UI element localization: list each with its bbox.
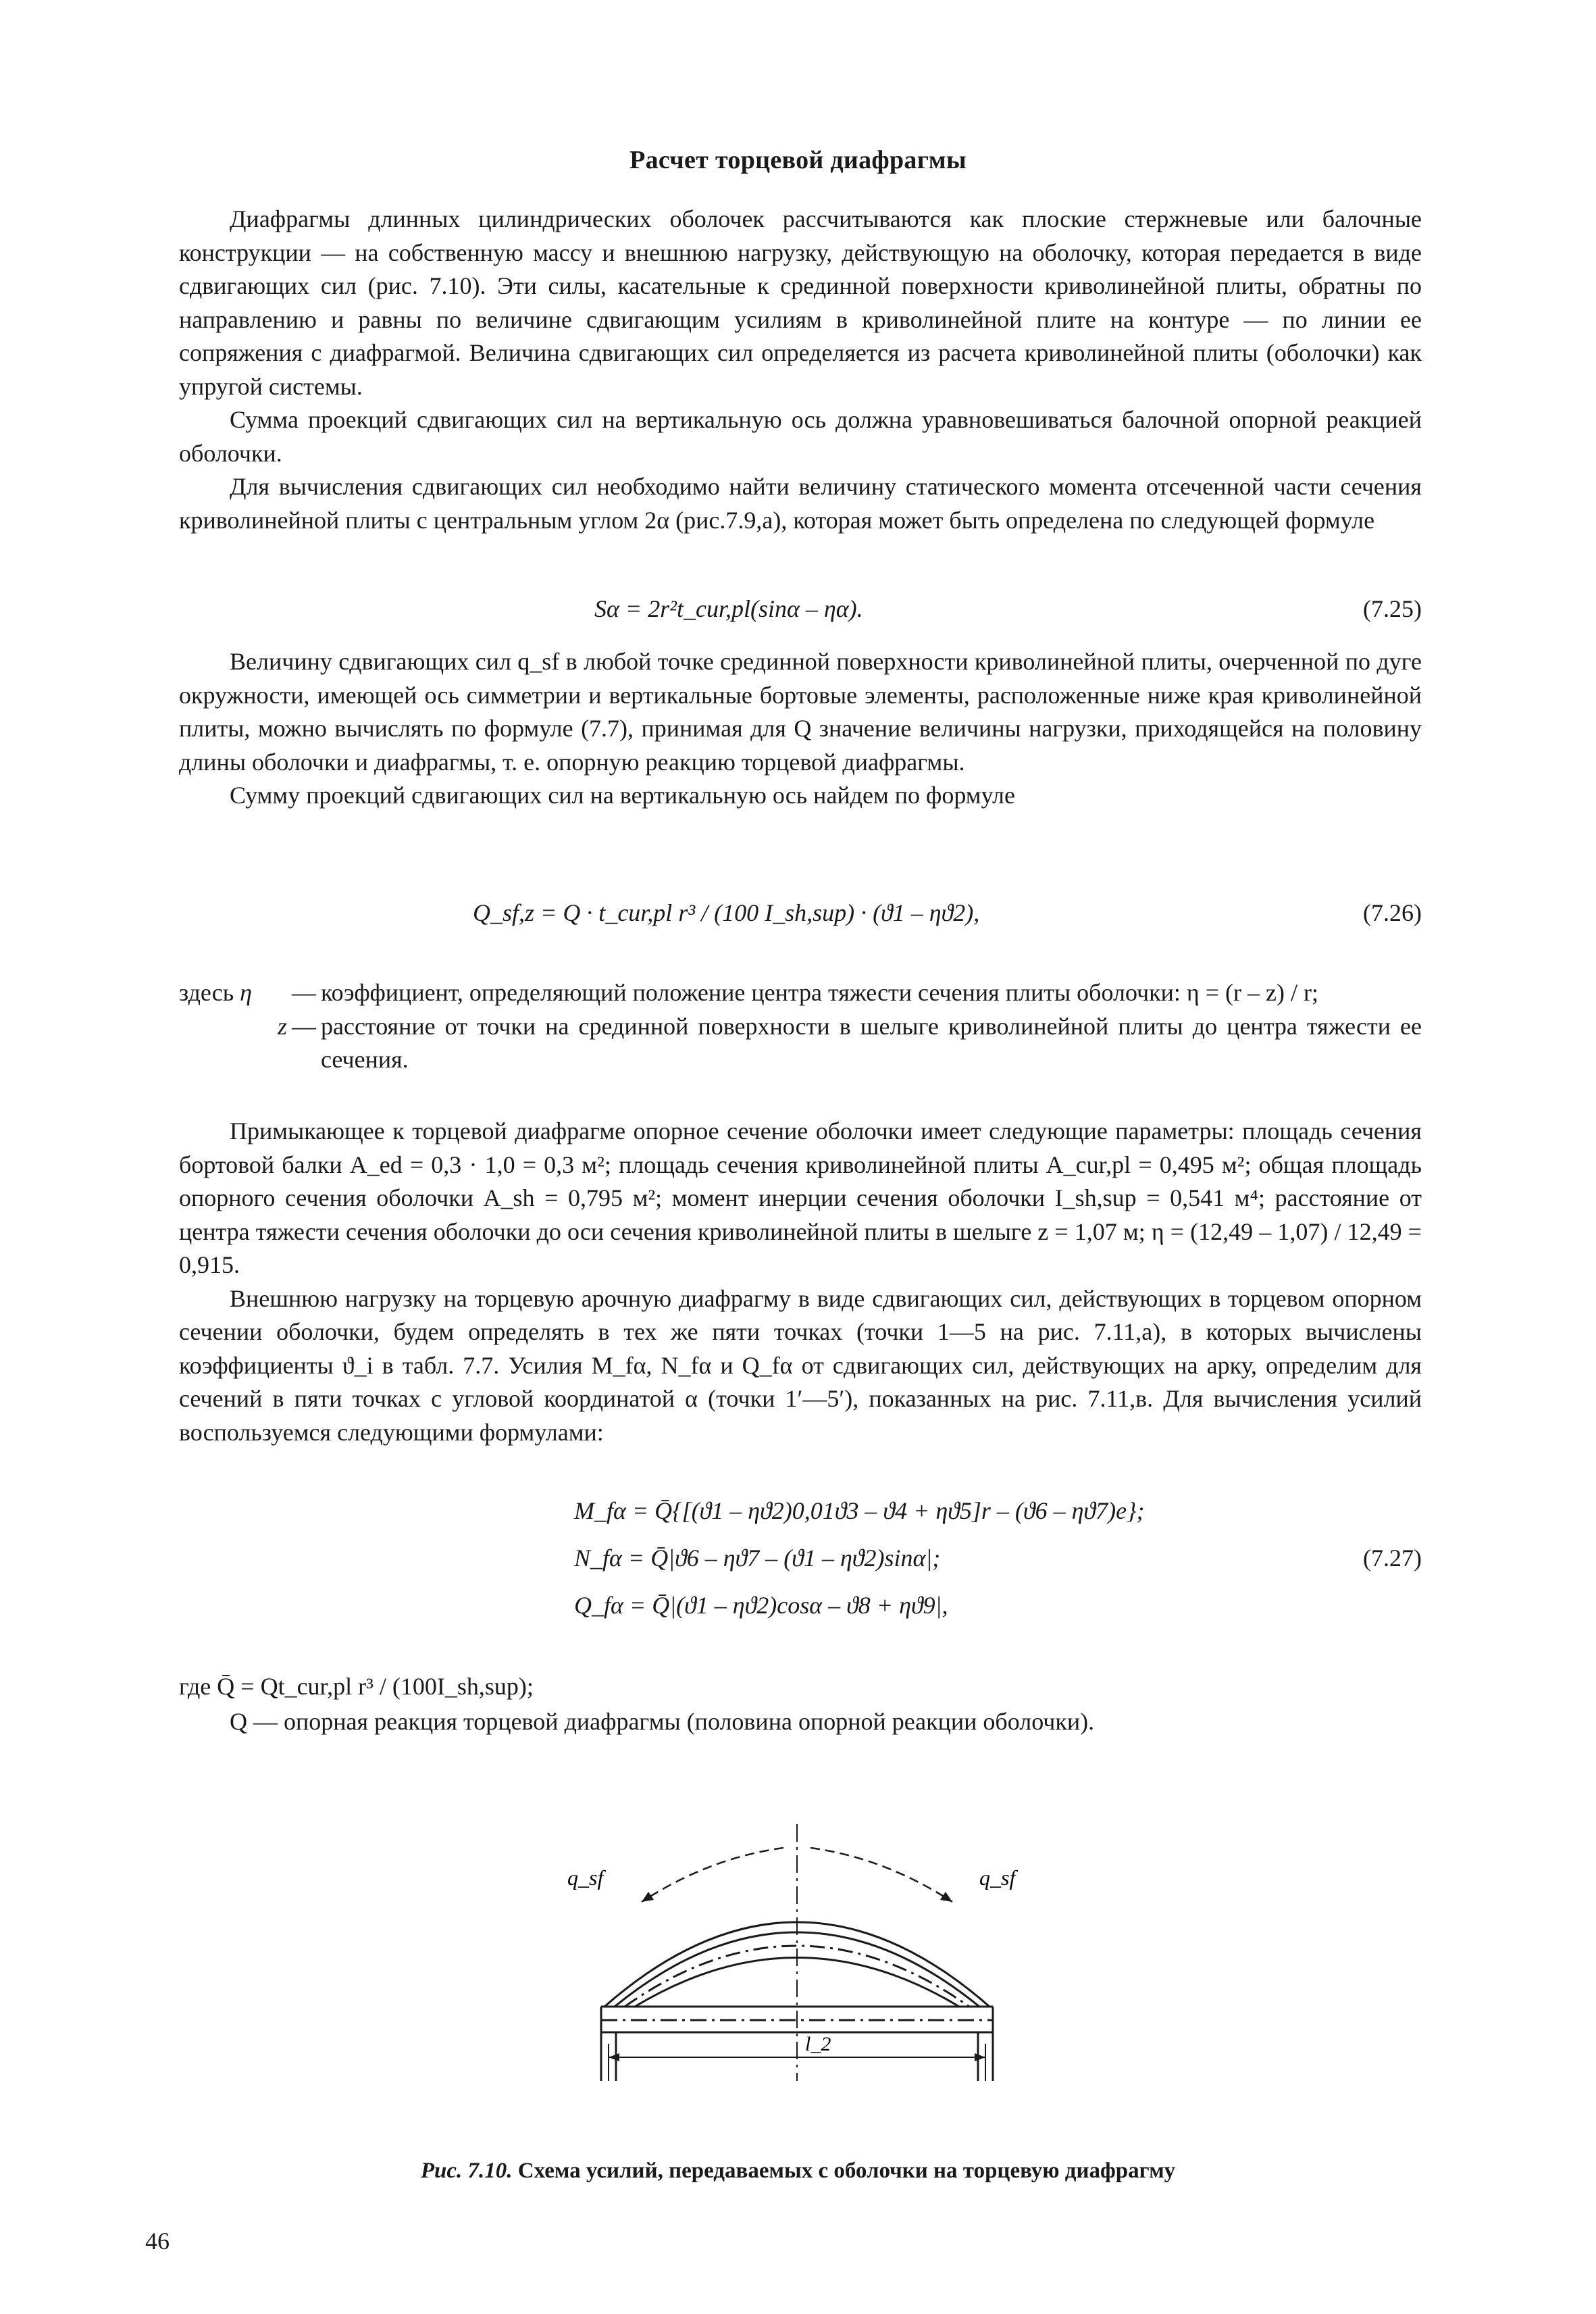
section-title: Расчет торцевой диафрагмы bbox=[629, 146, 967, 174]
text-block-3 bbox=[179, 1115, 1422, 1449]
paragraph-2: Сумма проекций сдвигающих сил на вертикальную ось должна уравновешиваться балочной опорной реакцией оболочки. bbox=[179, 406, 1422, 467]
paragraph-5: Сумму проекций сдвигающих сил на вертикальную ось найдем по формуле bbox=[230, 782, 1015, 809]
shear-arrow-right bbox=[810, 1848, 952, 1902]
label-qsf-right: q_sf bbox=[979, 1865, 1016, 1890]
arrowhead-left bbox=[642, 1892, 654, 1902]
where-line-2: Q — опорная реакция торцевой диафрагмы (половина опорной реакции оболочки). bbox=[230, 1708, 1095, 1735]
figure-shell-diaphragm bbox=[540, 1784, 1054, 2081]
page-number: 46 bbox=[145, 2228, 170, 2255]
definitions-lead: здесь bbox=[179, 979, 234, 1006]
definition-symbol: η bbox=[240, 979, 253, 1006]
caption-lead: Рис. 7.10. bbox=[420, 2159, 513, 2183]
text-block-1 bbox=[179, 203, 1422, 537]
paragraph-7: Внешнюю нагрузку на торцевую арочную диафрагму в виде сдвигающих сил, действующих в торцевом опорном сечении оболочки, будем определять в тех же пяти точках (точки 1—5 на рис. 7.11,а), в которых вычислены коэффициенты ϑ_i в табл. 7.7. Усилия M_fα, N_fα и Q_fα от сдвигающих сил, действующих на арку, определим для сечений в пяти точках с угловой координатой α (точки 1′—5′), показанных на рис. 7.11,в. Для вычисления усилий воспользуемся следующими формулами: bbox=[179, 1284, 1422, 1446]
paragraph-1: Диафрагмы длинных цилиндрических оболочек рассчитываются как плоские стержневые или балочные конструкции — на собственную массу и внешнюю нагрузку, действующую на оболочку, которая передается в виде сдвигающих сил (рис. 7.10). Эти силы, касательные к срединной поверхности криволинейной плиты, обратны по направлению и равны по величине сдвигающим усилиям в криволинейной плите на контуре — по линии ее сопряжения с диафрагмой. Величина сдвигающих сил определяется из расчета криволинейной плиты (оболочки) как упругой системы. bbox=[179, 205, 1422, 400]
label-qsf-left: q_sf bbox=[567, 1865, 604, 1890]
equation-7-27-line-1: M_fα = Q̄{[(ϑ1 – ηϑ2)0,01ϑ3 – ϑ4 + ηϑ5]r – (ϑ6 – ηϑ7)e}; bbox=[574, 1497, 1145, 1524]
equation-number-7-26: (7.26) bbox=[1363, 899, 1422, 926]
dim-arrow-right bbox=[975, 2053, 985, 2061]
label-span: l_2 bbox=[805, 2033, 831, 2055]
equation-7-25: Sα = 2r²t_cur,pl(sinα – ηα). bbox=[594, 595, 863, 622]
dim-arrow-left bbox=[609, 2053, 619, 2061]
paragraph-4: Величину сдвигающих сил q_sf в любой точке срединной поверхности криволинейной плиты, очерченной по дуге окружности, имеющей ось симметрии и вертикальные бортовые элементы, расположенные ниже края криволинейной плиты, можно вычислять по формуле (7.7), принимая для Q значение величины нагрузки, приходящейся на половину длины оболочки и диафрагмы, т. е. опорную реакцию торцевой диафрагмы. bbox=[179, 648, 1422, 776]
where-block bbox=[179, 1669, 1422, 1739]
text-block-2 bbox=[179, 645, 1422, 813]
where-line-1: где Q̄ = Qt_cur,pl r³ / (100I_sh,sup); bbox=[179, 1673, 534, 1700]
caption-text: Схема усилий, передаваемых с оболочки на торцевую диафрагму bbox=[517, 2159, 1176, 2183]
figure-caption bbox=[0, 2159, 1596, 2184]
definition-symbol: z bbox=[277, 1012, 287, 1040]
equation-number-7-27: (7.27) bbox=[1363, 1544, 1422, 1571]
definitions bbox=[179, 976, 1422, 1077]
definition-text: коэффициент, определяющий положение центра тяжести сечения плиты оболочки: η = (r – z) / r; bbox=[321, 979, 1318, 1006]
shear-arrow-left bbox=[642, 1848, 783, 1902]
paragraph-6: Примыкающее к торцевой диафрагме опорное сечение оболочки имеет следующие параметры: площадь сечения бортовой балки A_ed = 0,3 · 1,0 = 0,3 м²; площадь сечения криволинейной плиты A_cur,pl = 0,495 м²; общая площадь опорного сечения оболочки A_sh = 0,795 м²; момент инерции сечения оболочки I_sh,sup = 0,541 м⁴; расстояние от центра тяжести сечения оболочки до оси сечения криволинейной плиты в шелыге z = 1,07 м; η = (12,49 – 1,07) / 12,49 = 0,915. bbox=[179, 1117, 1422, 1278]
paragraph-3: Для вычисления сдвигающих сил необходимо найти величину статического момента отсеченной части сечения криволинейной плиты с центральным углом 2α (рис.7.9,а), которая может быть определена по следующей формуле bbox=[179, 473, 1422, 534]
arrowhead-right bbox=[940, 1892, 952, 1902]
definition-text: расстояние от точки на срединной поверхности в шелыге криволинейной плиты до центра тяжести ее сечения. bbox=[321, 1012, 1422, 1073]
equation-number-7-25: (7.25) bbox=[1363, 595, 1422, 622]
equation-7-27-line-3: Q_fα = Q̄|(ϑ1 – ηϑ2)cosα – ϑ8 + ηϑ9|, bbox=[574, 1592, 948, 1619]
definition-row-eta: здесь η — коэффициент, определяющий положение центра тяжести сечения плиты оболочки: η = (r – z) / r; bbox=[179, 976, 1422, 1010]
definition-row-z: z — расстояние от точки на срединной поверхности в шелыге криволинейной плиты до центра тяжести ее сечения. bbox=[179, 1010, 1422, 1077]
equation-7-27-line-2: N_fα = Q̄|ϑ6 – ηϑ7 – (ϑ1 – ηϑ2)sinα|; bbox=[574, 1544, 941, 1571]
equation-7-26: Q_sf,z = Q · t_cur,pl r³ / (100 I_sh,sup) · (ϑ1 – ηϑ2), bbox=[473, 899, 980, 926]
